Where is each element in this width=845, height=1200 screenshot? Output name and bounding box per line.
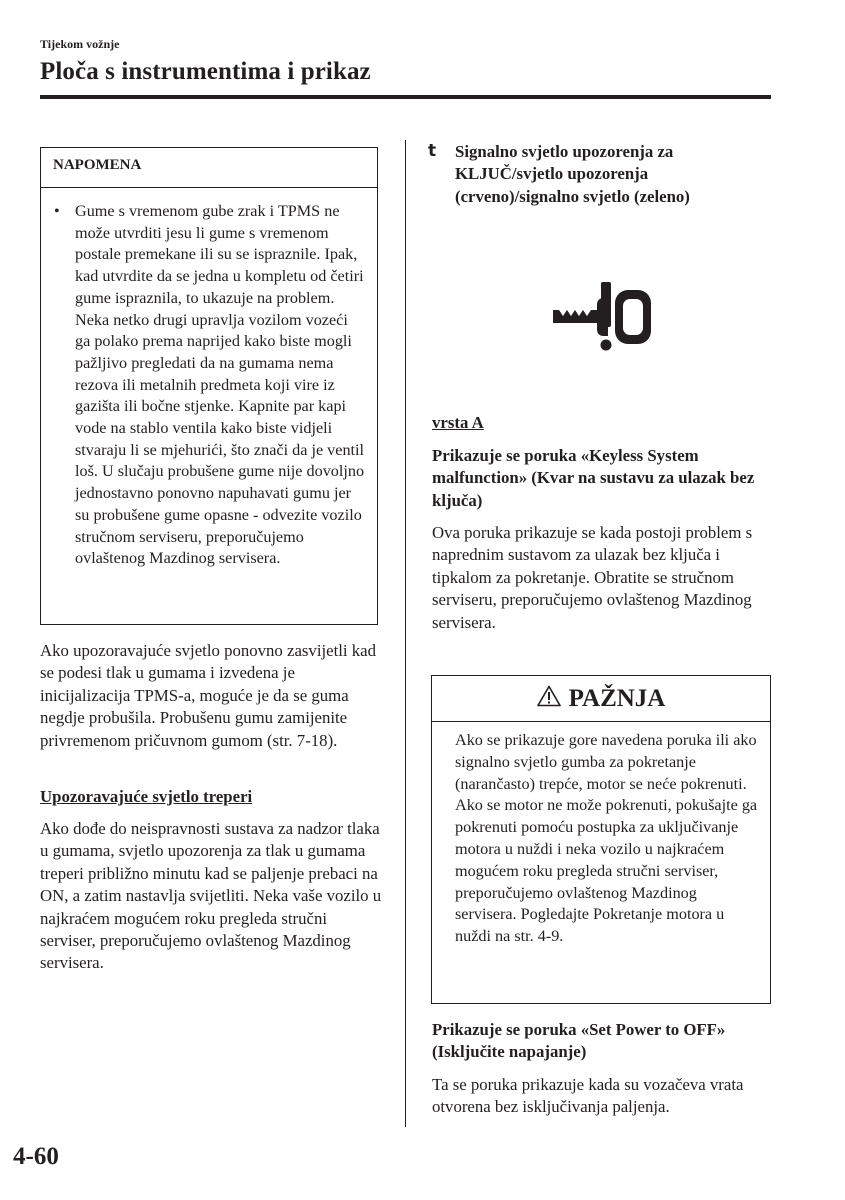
heading-key-warning-light: Signalno svjetlo upozorenja za KLJUČ/svjetlo upozorenja (crveno)/signalno svjetlo (zeleno)	[455, 142, 690, 206]
section-label: Tijekom vožnje	[40, 37, 120, 51]
page-title: Ploča s instrumentima i prikaz	[40, 58, 371, 85]
note-label: NAPOMENA	[41, 148, 377, 188]
caution-box	[431, 675, 771, 1004]
paragraph-system-malfunction: Ako dođe do neispravnosti sustava za nadzor tlaka u gumama, svjetlo upozorenja za tlak u gumama treperi približno minutu kad se paljenje prebaci na ON, a zatim nastavlja svijetliti. Neka vaše vozilo u najkraćem mogućem roku pregleda stručni serviser, preporučujemo ovlaštenog Mazdinog servisera.	[40, 819, 382, 973]
heading-light-flashes: Upozoravajuće svjetlo treperi	[40, 787, 253, 806]
paragraph-set-power-off: Ta se poruka prikazuje kada su vozačeva vrata otvorena bez isključivanja paljenja.	[432, 1075, 744, 1117]
symbol-marker: t	[428, 141, 437, 161]
column-divider	[405, 140, 406, 1127]
heading-keyless-malfunction: Prikazuje se poruka «Keyless System malfunction» (Kvar na sustavu za ulazak bez ključa)	[432, 446, 755, 510]
title-rule	[40, 95, 771, 99]
note-box	[40, 147, 378, 625]
heading-set-power-off: Prikazuje se poruka «Set Power to OFF» (Isključite napajanje)	[432, 1020, 726, 1062]
caution-header	[432, 676, 770, 722]
paragraph-keyless-malfunction: Ova poruka prikazuje se kada postoji problem s naprednim sustavom za ulazak bez ključa i tipkalom za pokretanje. Obratite se stručnom serviseru, preporučujemo ovlaštenog Mazdinog servisera.	[432, 523, 753, 632]
warning-triangle-icon	[537, 685, 561, 712]
note-body	[41, 188, 377, 570]
caution-title: PAŽNJA	[568, 684, 666, 712]
bullet-marker: •	[54, 202, 60, 220]
caution-text: Ako se prikazuje gore navedena poruka ili ako signalno svjetlo gumba za pokretanje (narančasto) trepće, motor se neće pokrenuti. Ako se motor ne može pokrenuti, pokušajte ga pokrenuti pomoću postupka za uključivanje motora u nuždi i neka vozilo u najkraćem mogućem roku pregleda stručni serviser, preporučujemo ovlaštenog Mazdinog servisera. Pogledajte Pokretanje motora u nuždi na str. 4-9.	[455, 731, 758, 946]
page-number: 4-60	[13, 1143, 59, 1170]
key-warning-icon	[551, 280, 655, 357]
type-label: vrsta A	[432, 413, 484, 432]
paragraph-reinflate: Ako upozoravajuće svjetlo ponovno zasvijetli kad se podesi tlak u gumama i izvedena je inicijalizacija TPMS-a, moguće je da se guma negdje probušila. Probušenu gumu zamijenite privremenom pričuvnom gumom (str. 7-18).	[40, 641, 377, 750]
note-text: Gume s vremenom gube zrak i TPMS ne može utvrditi jesu li gume s vremenom postale premekane ili su se ispraznile. Ipak, kad utvrdite da se jedna u kompletu od četiri gume ispraznila, to ukazuje na problem. Neka netko drugi upravlja vozilom vozeći ga polako prema naprijed kako biste mogli pažljivo pregledati da na gumama nema rezova ili metalnih predmeta koji vire iz gazišta ili bočne stjenke. Kapnite par kapi vode na stablo ventila kako biste vidjeli stvaraju li se mjehurići, što znači da je ventil loš. U slučaju probušene gume nije dovoljno jednostavno ponovno napuhavati gumu jer su probušene gume opasne - odvezite vozilo stručnom serviseru, preporučujemo ovlaštenog Mazdinog servisera.	[75, 202, 365, 568]
